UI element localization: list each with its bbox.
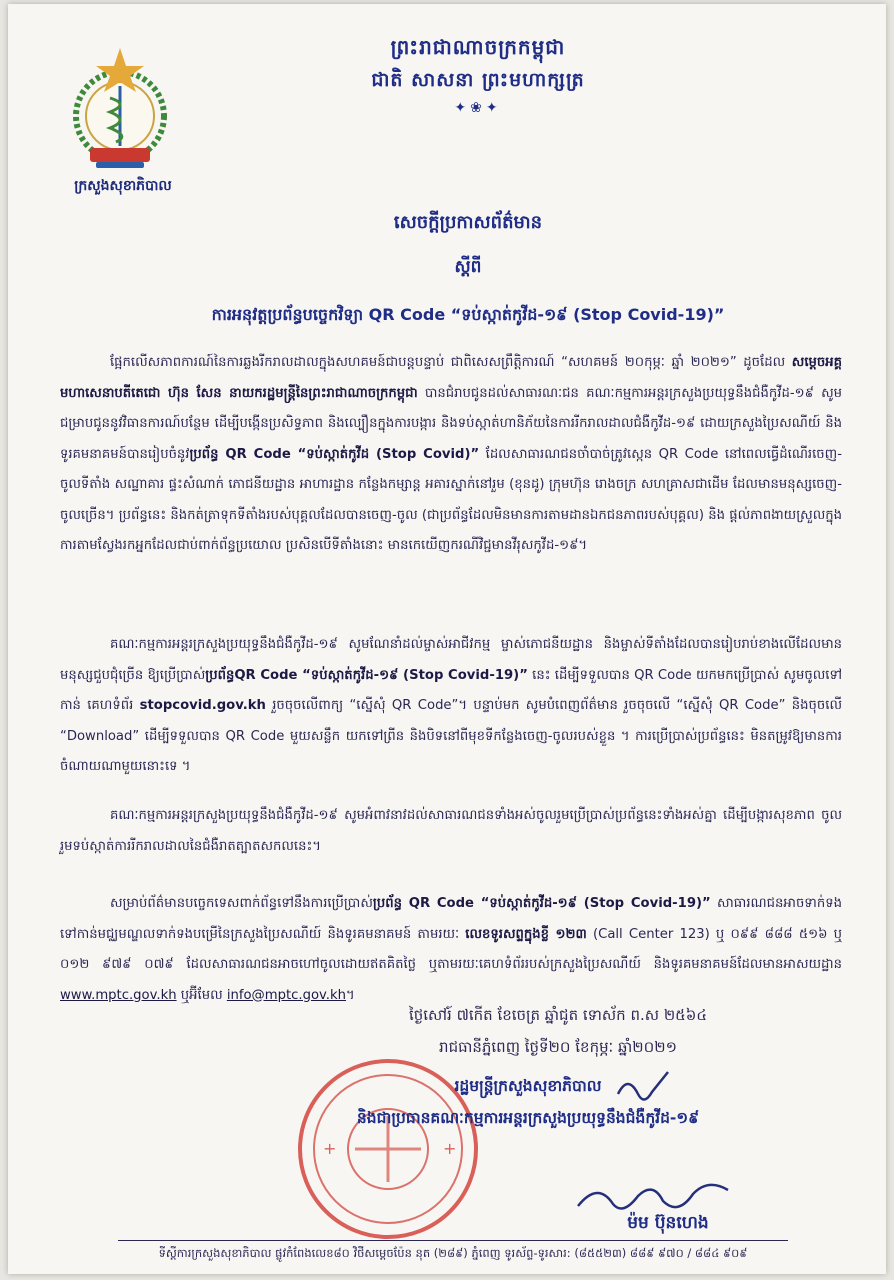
document-sub-title: ស្តីពី [454,257,482,277]
initial-mark-icon [608,1064,688,1114]
kingdom-title: ព្រះរាជាណាចក្រកម្ពុជា [390,35,566,59]
ministry-of-health-emblem-icon [60,44,180,176]
ministry-name: ក្រសួងសុខាភិបាល [74,178,172,194]
footer-divider [118,1240,788,1241]
ornament-divider: ✦❀✦ [454,100,502,116]
paragraph-2: គណៈកម្មការអន្តរក្រសួងប្រយុទ្ធនឹងជំងឺកូវីដ-១៩ សូមណែនាំដល់ម្ចាស់អាជីវកម្ម ម្ចាស់ភោជនីយដ្ឋាន និងម្ចាស់ទីតាំងដែលបានរៀបរាប់ខាងលើដែលមានមនុស្សជួបជុំច្រើន ឱ្យប្រើប្រាស់ប្រព័ន្ធQR Code “ទប់ស្កាត់កូវីដ-១៩ (Stop Covid-19)” នេះ ដើម្បីទទួលបាន QR Code យកមកប្រើប្រាស់ សូមចូលទៅកាន់ គេហទំព័រ stopcovid.gov.kh រួចចុចលើពាក្យ “ស្នើសុំ QR Code”។ បន្ទាប់មក សូមបំពេញព័ត៌មាន រួចចុចលើ “ស្នើសុំ QR Code” និងចុចលើ “Download” ដើម្បីទទួលបាន QR Code មួយសន្លឹក យកទៅព្រីន និងបិទនៅពីមុខទីកន្លែងចេញ-ចូលរបស់ខ្លួន ។ ការប្រើប្រាស់ប្រព័ន្ធនេះ មិនតម្រូវឱ្យមានការចំណាយណាមួយនោះទេ ។ [60,637,842,774]
footer-address: ទីស្តីការក្រសួងសុខាភិបាល ផ្លូវកំពែងលេខ៨០ វិថីសម្តេចប៉ែន នុត (២៨៩) ភ្នំពេញ ទូរស័ព្ទ-ទូរសារ: (៨៥៥២៣) ៨៨៩ ៩៧០ / ៨៨៤ ៩០៩ [158,1246,748,1260]
svg-text:+: + [443,1139,457,1158]
signatory-title: រដ្ឋមន្ត្រីក្រសួងសុខាភិបាល [454,1077,602,1095]
document-type-title: សេចក្តីប្រកាសព័ត៌មាន [393,212,543,233]
national-motto: ជាតិ សាសនា ព្រះមហាក្សត្រ [371,69,585,91]
paragraph-3: គណៈកម្មការអន្តរក្រសួងប្រយុទ្ធនឹងជំងឺកូវីដ-១៩ សូមអំពាវនាវដល់សាធារណជនទាំងអស់ចូលរួមប្រើប្រាស់ប្រព័ន្ធនេះទាំងអស់គ្នា ដើម្បីបង្ការសុខភាព ចូលរួមទប់ស្កាត់ការរីករាលដាលនៃជំងឺរាតត្បាតសកលនេះ។ [60,808,842,854]
email-link: info@mptc.gov.kh [226,987,346,1003]
document-page [8,4,886,1274]
document-heading: ការអនុវត្តប្រព័ន្ធបច្ចេកវិទ្យា QR Code “ទប់ស្កាត់កូវីដ-១៩ (Stop Covid-19)” [211,305,725,324]
solar-date: រាជធានីភ្នំពេញ ថ្ងៃទី២០ ខែកុម្ភៈ ឆ្នាំ២០២១ [439,1038,677,1056]
signer-name: ម៉ម ប៊ុនហេង [627,1213,709,1233]
website-link: www.mptc.gov.kh [60,987,177,1003]
stopcovid-website: stopcovid.gov.kh [139,698,266,713]
signatory-role: និងជាប្រធានគណៈកម្មការអន្តរក្រសួងប្រយុទ្ធនឹងជំងឺកូវីដ-១៩ [356,1109,700,1127]
svg-text:+: + [323,1139,337,1158]
lunar-date: ថ្ងៃសៅរ៍ ៧កើត ខែចេត្រ ឆ្នាំជូត ទោស័ក ព.ស ២៥៦៤ [408,1006,708,1024]
paragraph-4: សម្រាប់ព័ត៌មានបច្ចេកទេសពាក់ព័ន្ធទៅនឹងការប្រើប្រាស់ប្រព័ន្ធ QR Code “ទប់ស្កាត់កូវីដ-១៩ (Stop Covid-19)” សាធារណជនអាចទាក់ទងទៅកាន់មជ្ឈមណ្ឌលទាក់ទងបម្រើនៃក្រសួងប្រៃសណីយ៍ និងទូរគមនាគមន៍ តាមរយៈ លេខទូរសព្ទក្នុងខ្លី ១២៣ (Call Center 123) ឬ ០៩៩ ៨៨៨ ៥១៦ ឬ ០១២ ៩៧៩ ០៧៩ ដែលសាធារណជនអាចហៅចូលដោយឥតគិតថ្លៃ ឬតាមរយៈគេហទំព័ររបស់ក្រសួងប្រៃសណីយ៍ និងទូរគមនាគមន៍ដែលមានអាសយដ្ឋាន www.mptc.gov.kh ឬអ៊ីមែល info@mptc.gov.kh។ [60,896,843,1003]
paragraph-1: ផ្អែកលើសភាពការណ៍នៃការឆ្លងរីករាលដាលក្នុងសហគមន៍ជាបន្តបន្ទាប់ ជាពិសេសព្រឹត្តិការណ៍ “សហគមន៍ ២០កុម្ភៈ ឆ្នាំ ២០២១” ដូចដែល សម្តេចអគ្គមហាសេនាបតីតេជោ ហ៊ុន សែន នាយករដ្ឋមន្ត្រីនៃព្រះរាជាណាចក្រកម្ពុជា បានជំរាបជូនដល់សាធារណៈជន គណៈកម្មការអន្តរក្រសួងប្រយុទ្ធនឹងជំងឺកូវីដ-១៩ សូមជម្រាបជូននូវវិធានការណ៍បន្ថែម ដើម្បីបង្កើនប្រសិទ្ធភាព និងល្បឿនក្នុងការបង្ការ និងទប់ស្កាត់ហានិភ័យនៃការរីករាលដាលជំងឺកូវីដ-១៩ ដោយក្រសួងប្រៃសណីយ៍ និងទូរគមនាគមន៍បានរៀបចំនូវប្រព័ន្ធ QR Code “ទប់ស្កាត់កូវីដ (Stop Covid)” ដែលសាធារណជនចាំបាច់ត្រូវស្កេន QR Code នៅពេលធ្វើដំណើរចេញ-ចូលទីតាំង សណ្ឋាគារ ផ្ទះសំណាក់ ភោជនីយដ្ឋាន អាហារដ្ឋាន កន្លែងកម្សាន្ត អគារស្នាក់នៅរួម (ខុនដូ) ក្រុមហ៊ុន រោងចក្រ សហគ្រាសជាដើម ដែលមានមនុស្សចេញ-ចូលច្រើន។ ប្រព័ន្ធនេះ និងកត់ត្រាទុកទីតាំងរបស់បុគ្គលដែលបានចេញ-ចូល (ជាប្រព័ន្ធដែលមិនមានការតាមដានឯកជនភាពរបស់បុគ្គល) និង ផ្តល់ភាពងាយស្រួលក្នុងការតាមស្វែងរកអ្នកដែលជាប់ពាក់ព័ន្ធប្រយោល ប្រសិនបើទីតាំងនោះ មានកេយើញករណីវិជ្ជមានវីរុសកូវីដ-១៩។ [60,355,843,553]
